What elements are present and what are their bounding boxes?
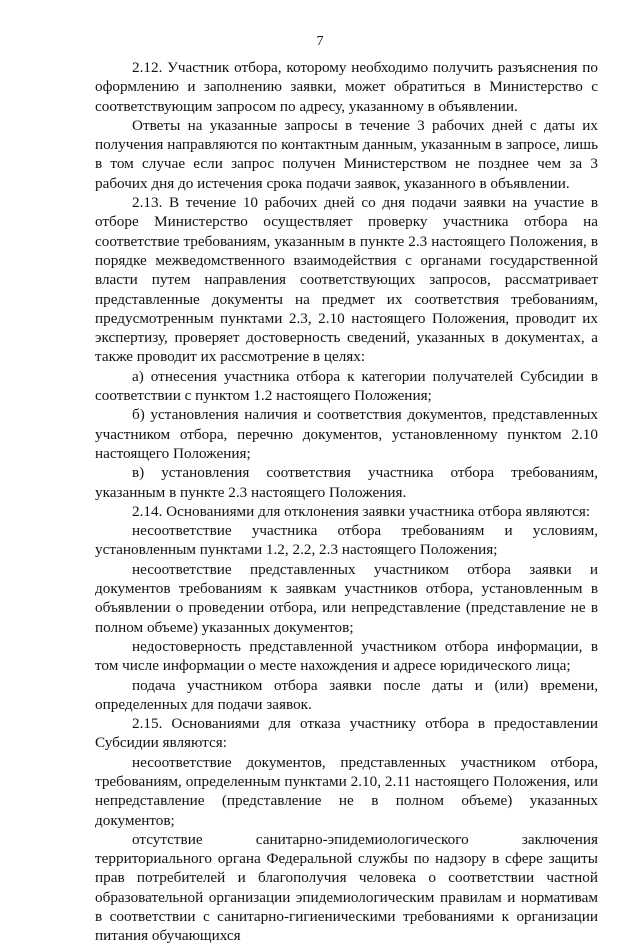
page-number: 7 (316, 34, 324, 49)
paragraph-rejection-4: подача участником отбора заявки после даты и (или) времени, определенных для подачи заявок. (95, 676, 598, 713)
paragraph-item-v: в) установления соответствия участника отбора требованиям, указанным в пункте 2.3 настоящего Положения. (95, 464, 598, 501)
paragraph-refusal-2: отсутствие санитарно-эпидемиологического заключения территориального органа Федеральной службы по надзору в сфере защиты прав потребителей и благополучия человека о соответствии частной образовательной организации эпидемиологическим правилам и нормативам в соответствии с санитарно-гигиеническими требованиями к организации питания обучающихся (95, 830, 598, 945)
paragraph-rejection-2: несоответствие представленных участником отбора заявки и документов требованиям к заявкам участников отбора, установленным в объявлении о проведении отбора, или непредставление (представление не в полном объеме) указанных документов; (95, 560, 598, 636)
paragraph-2-12: 2.12. Участник отбора, которому необходимо получить разъяснения по оформлению и заполнению заявки, может обратиться в Министерство с соответствующим запросом по адресу, указанному в объявлении. (95, 59, 598, 115)
document-body (95, 58, 598, 946)
paragraph-item-b: б) установления наличия и соответствия документов, представленных участником отбора, перечню документов, установленному пунктом 2.10 настоящего Положения; (95, 406, 598, 462)
paragraph-2-15: 2.15. Основаниями для отказа участнику отбора в предоставлении Субсидии являются: (95, 715, 598, 752)
paragraph-answers: Ответы на указанные запросы в течение 3 рабочих дней с даты их получения направляются по контактным данным, указанным в запросе, лишь в том случае если запрос получен Министерством не позднее чем за 3 рабочих дня до истечения срока подачи заявок, указанного в объявлении. (95, 116, 598, 192)
paragraph-refusal-1: несоответствие документов, представленных участником отбора, требованиям, определенным пунктами 2.10, 2.11 настоящего Положения, или непредставление (представление не в полном объеме) указанных документов; (95, 753, 598, 829)
paragraph-2-14: 2.14. Основаниями для отклонения заявки участника отбора являются: (132, 502, 591, 520)
paragraph-rejection-1: несоответствие участника отбора требованиям и условиям, установленным пунктами 1.2, 2.2, 2.3 настоящего Положения; (95, 522, 598, 559)
paragraph-item-a: а) отнесения участника отбора к категории получателей Субсидии в соответствии с пунктом 1.2 настоящего Положения; (95, 367, 598, 405)
paragraph-rejection-3: недостоверность представленной участником отбора информации, в том числе информации о месте нахождения и адресе юридического лица; (95, 637, 598, 675)
paragraph-2-13: 2.13. В течение 10 рабочих дней со дня подачи заявки на участие в отборе Министерство осуществляет проверку участника отбора на соответствие требованиям, указанным в пункте 2.3 настоящего Положения, в порядке межведомственного взаимодействия с органами государственной власти путем направления соответствующих запросов, рассматривает представленные документы на предмет их соответствия требованиям, предусмотренным пунктами 2.3, 2.10 настоящего Положения, проводит их экспертизу, проверяет достоверность сведений, указанных в документах, а также проводит их рассмотрение в целях: (95, 194, 598, 366)
